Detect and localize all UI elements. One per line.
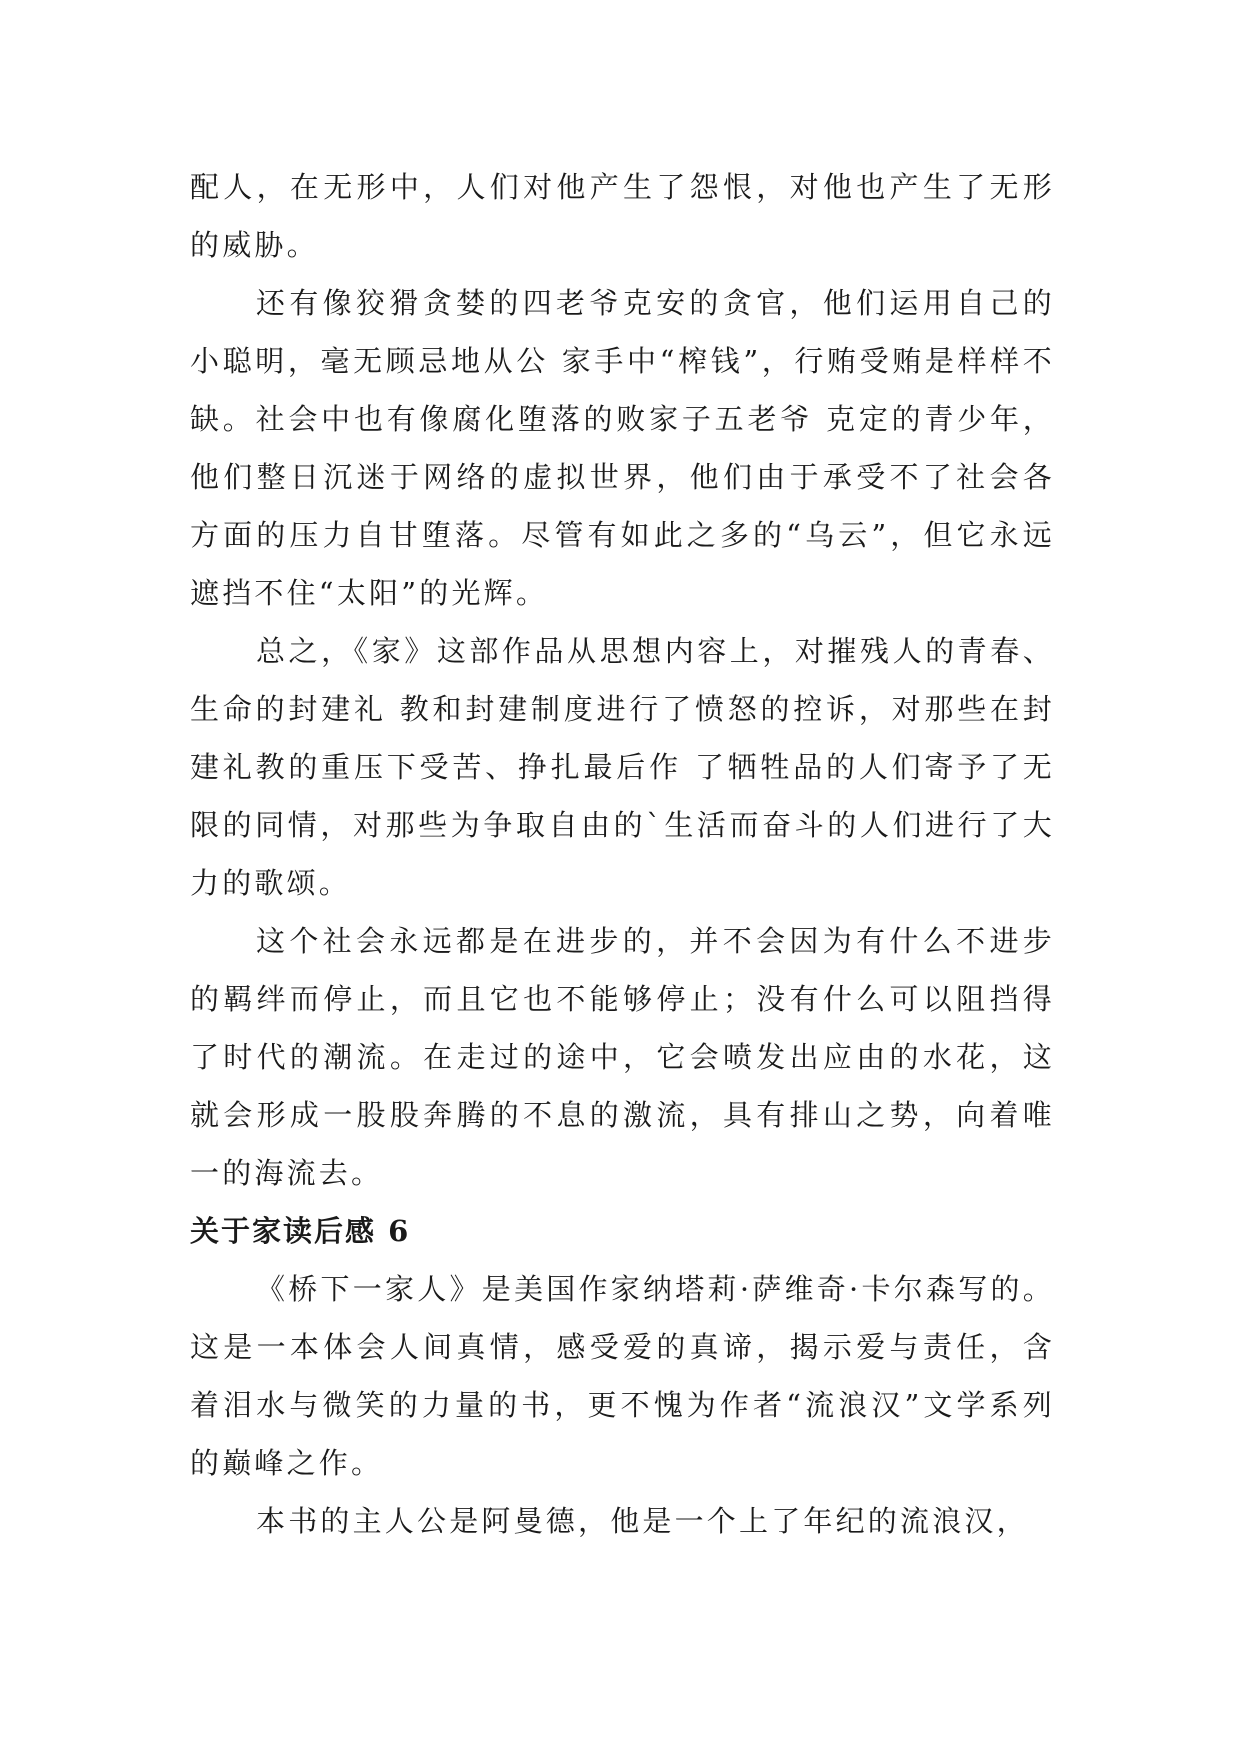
paragraph-3: 总之，《家》这部作品从思想内容上，对摧残人的青春、生命的封建礼 教和封建制度进行了愤怒的控诉，对那些在封建礼教的重压下受苦、挣扎最后作 了牺牲品的人们寄予了无限的同情，对那些为争取自由的`生活而奋斗的人们进行了大力的歌颂。 xyxy=(190,634,1055,900)
paragraph-1: 配人，在无形中，人们对他产生了怨恨，对他也产生了无形的威胁。 xyxy=(190,170,1055,262)
paragraph-4: 这个社会永远都是在进步的，并不会因为有什么不进步的羁绊而停止，而且它也不能够停止；没有什么可以阻挡得了时代的潮流。在走过的途中，它会喷发出应由的水花，这就会形成一股股奔腾的不息的激流，具有排山之势，向着唯一的海流去。 xyxy=(190,924,1055,1190)
paragraph-6: 本书的主人公是阿曼德，他是一个上了年纪的流浪汉， xyxy=(256,1504,1029,1538)
section-heading: 关于家读后感 6 xyxy=(190,1214,411,1248)
paragraph-5: 《桥下一家人》是美国作家纳塔莉·萨维奇·卡尔森写的。这是一本体会人间真情，感受爱的真谛，揭示爱与责任，含着泪水与微笑的力量的书，更不愧为作者“流浪汉”文学系列的巅峰之作。 xyxy=(190,1272,1055,1480)
paragraph-2: 还有像狡猾贪婪的四老爷克安的贪官，他们运用自己的小聪明，毫无顾忌地从公 家手中“榨钱”，行贿受贿是样样不缺。社会中也有像腐化堕落的败家子五老爷 克定的青少年，他们整日沉迷于网络的虚拟世界，他们由于承受不了社会各方面的压力自甘堕落。尽管有如此之多的“乌云”，但它永远遮挡不住“太阳”的光辉。 xyxy=(190,286,1055,610)
document-body xyxy=(190,158,1055,1550)
